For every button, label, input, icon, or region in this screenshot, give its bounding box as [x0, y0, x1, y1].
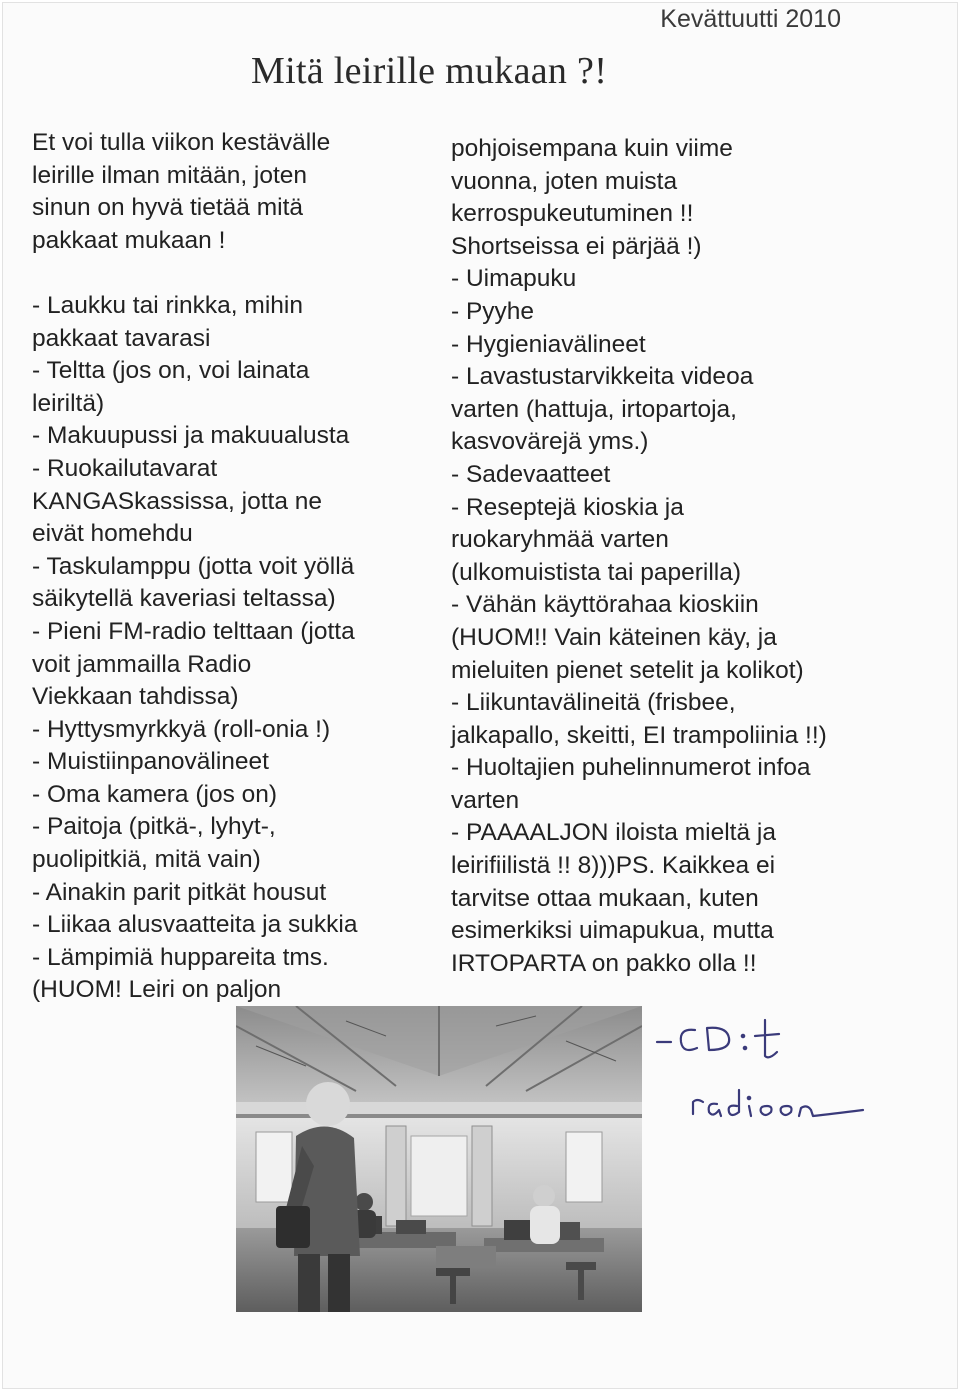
list-item: - Lämpimiä huppareita tms.: [32, 943, 329, 971]
list-item: Viekkaan tahdissa): [32, 683, 239, 711]
list-item: - Lavastustarvikkeita videoa: [451, 363, 754, 391]
list-item: - Makuupussi ja makuualusta: [32, 422, 350, 450]
list-item: - Uimapuku: [451, 265, 577, 293]
page-title: Mitä leirille mukaan ?!: [251, 50, 608, 92]
list-item: - Huoltajien puhelinnumerot infoa: [451, 754, 811, 782]
list-item: - Hygieniavälineet: [451, 330, 646, 358]
list-item: KANGASkassissa, jotta ne: [32, 487, 323, 515]
list-item: - Pyyhe: [451, 297, 535, 325]
list-item: pohjoisempana kuin viime: [451, 135, 733, 162]
list-item: - Taskulamppu (jotta voit yöllä: [32, 552, 355, 580]
list-item: - Teltta (jos on, voi lainata: [32, 357, 310, 385]
list-item: (HUOM! Leiri on paljon: [32, 976, 282, 1004]
text-line: pakkaat mukaan !: [32, 226, 226, 254]
list-item: - Vähän käyttörahaa kioskiin: [451, 591, 759, 619]
list-item: - Laukku tai rinkka, mihin: [32, 291, 303, 319]
list-item: pakkaat tavarasi: [32, 324, 211, 352]
list-item: jalkapallo, skeitti, EI trampoliinia !!): [451, 721, 827, 749]
list-item: IRTOPARTA on pakko olla !!: [451, 949, 757, 977]
list-item: puolipitkiä, mitä vain): [32, 846, 261, 874]
list-item: voit jammailla Radio: [32, 650, 252, 678]
list-item: (ulkomuistista tai paperilla): [451, 558, 742, 586]
list-item: - Muistiinpanovälineet: [32, 748, 269, 776]
list-item: - Liikuntavälineitä (frisbee,: [451, 689, 736, 717]
list-item: - PAAAALJON iloista mieltä ja: [451, 819, 776, 847]
list-item: kasvovärejä yms.): [451, 428, 649, 456]
list-item: - Liikaa alusvaatteita ja sukkia: [32, 911, 358, 939]
list-item: (HUOM!! Vain käteinen käy, ja: [451, 623, 777, 651]
list-item: mieluiten pienet setelit ja kolikot): [451, 656, 804, 684]
list-item: - Sadevaatteet: [451, 460, 611, 488]
list-item: - Reseptejä kioskia ja: [451, 493, 684, 521]
edition-label: Kevättuutti 2010: [660, 5, 841, 33]
list-item: kerrospukeutuminen !!: [451, 200, 694, 228]
list-item: eivät homehdu: [32, 520, 193, 548]
list-item: - Ruokailutavarat: [32, 454, 218, 482]
list-item: ruokaryhmää varten: [451, 526, 669, 554]
list-item: Shortseissa ei pärjää !): [451, 232, 702, 260]
right-column: [451, 133, 951, 980]
text-line: leirille ilman mitään, joten: [32, 161, 308, 189]
list-item: - Paitoja (pitkä-, lyhyt-,: [32, 813, 276, 841]
list-item: säikytellä kaveriasi teltassa): [32, 585, 336, 613]
text-line: sinun on hyvä tietää mitä: [32, 194, 304, 222]
list-item: - Hyttysmyrkkyä (roll-onia !): [32, 715, 331, 743]
list-item: - Oma kamera (jos on): [32, 780, 278, 808]
handwritten-note-drawing: [651, 1006, 891, 1136]
list-item: tarvitse ottaa mukaan, kuten: [451, 884, 759, 912]
list-item: esimerkiksi uimapukua, mutta: [451, 917, 774, 945]
document-page: [2, 2, 958, 1389]
list-item: vuonna, joten muista: [451, 167, 678, 195]
list-item: - Pieni FM-radio telttaan (jotta: [32, 617, 355, 645]
list-item: - Ainakin parit pitkät housut: [32, 878, 327, 906]
handwritten-note: [651, 1006, 891, 1136]
list-item: leiriltä): [32, 389, 105, 417]
paragraph-gap: [32, 257, 432, 290]
studio-photo: [236, 1006, 642, 1312]
list-item: varten (hattuja, irtopartoja,: [451, 395, 737, 423]
left-column: [32, 127, 432, 1007]
list-item: leirifiilistä !! 8)))PS. Kaikkea ei: [451, 852, 776, 880]
text-line: Et voi tulla viikon kestävälle: [32, 129, 331, 156]
list-item: varten: [451, 786, 520, 814]
studio-photo-illustration: [236, 1006, 642, 1312]
